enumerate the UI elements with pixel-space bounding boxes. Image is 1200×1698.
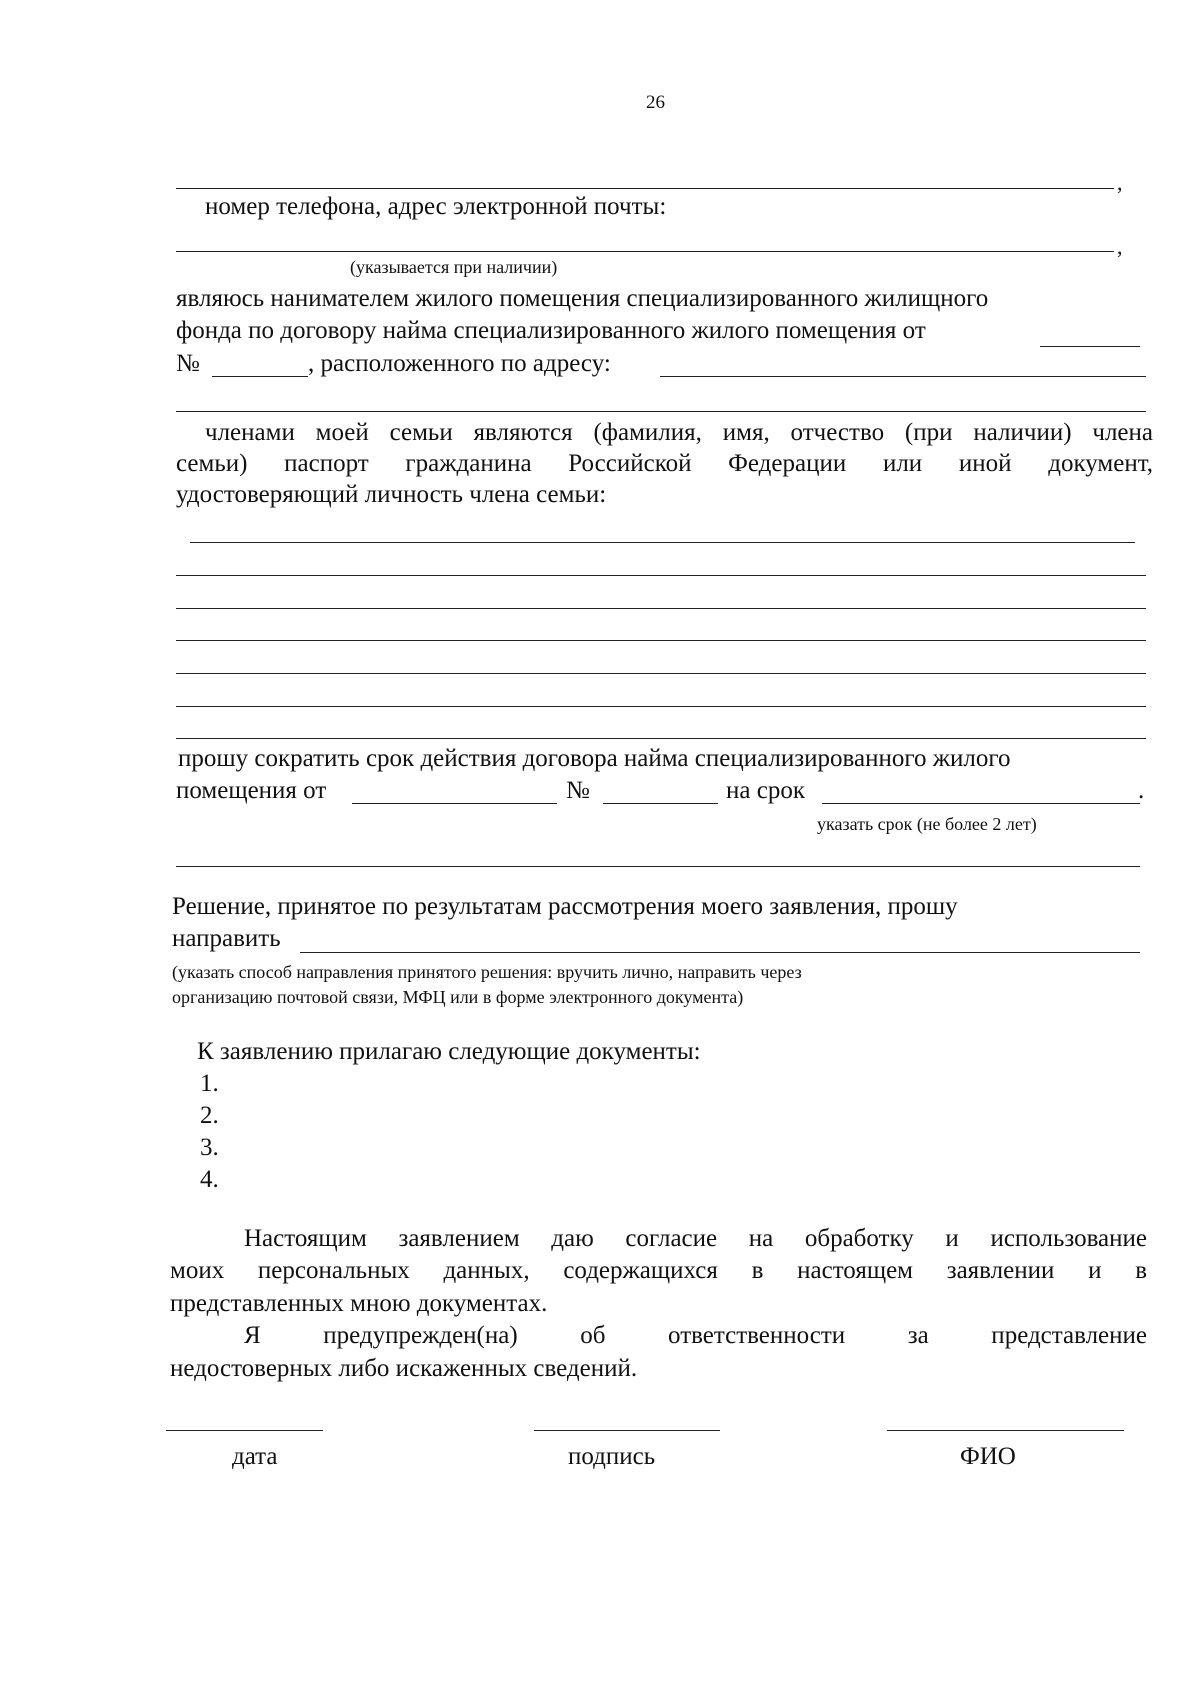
attachment-item: 2. xyxy=(200,1102,219,1129)
family-member-line[interactable] xyxy=(176,706,1146,707)
request-term-label: на срок xyxy=(726,777,805,804)
family-member-line[interactable] xyxy=(176,738,1146,739)
attachment-item: 1. xyxy=(200,1070,219,1097)
family-line-1: членами моей семьи являются (фамилия, имя, отчество (при наличии) члена xyxy=(205,419,1153,446)
decision-note-1: (указать способ направления принятого решения: вручить лично, направить через xyxy=(172,962,802,982)
request-extra-line[interactable] xyxy=(176,866,1140,867)
request-date-blank[interactable] xyxy=(352,803,557,804)
family-line-3: удостоверяющий личность члена семьи: xyxy=(176,481,607,508)
family-member-line[interactable] xyxy=(176,575,1146,576)
full-name-label: ФИО xyxy=(960,1443,1016,1470)
contact-blank-line[interactable] xyxy=(176,251,1114,252)
date-signature-line[interactable] xyxy=(166,1430,323,1431)
request-period: . xyxy=(1138,777,1145,804)
tenancy-line-1: являюсь нанимателем жилого помещения специализированного жилищного xyxy=(176,285,989,312)
request-number-blank[interactable] xyxy=(603,803,718,804)
consent-line-2: моих персональных данных, содержащихся в настоящем заявлении и в xyxy=(170,1257,1147,1284)
tenancy-number-sign: № xyxy=(176,350,200,377)
premises-address-blank-2[interactable] xyxy=(176,411,1146,412)
full-name-line[interactable] xyxy=(887,1430,1124,1431)
request-line-1: прошу сократить срок действия договора найма специализированного жилого xyxy=(178,745,1011,772)
consent-line-3: представленных мною документах. xyxy=(170,1290,548,1317)
family-member-line[interactable] xyxy=(190,542,1135,543)
contact-note: (указывается при наличии) xyxy=(350,257,558,277)
date-label: дата xyxy=(232,1443,278,1470)
attachments-heading: К заявлению прилагаю следующие документы: xyxy=(197,1038,701,1065)
decision-note-2: организацию почтовой связи, МФЦ или в форме электронного документа) xyxy=(172,987,744,1007)
request-term-note: указать срок (не более 2 лет) xyxy=(817,814,1037,834)
contract-number-blank[interactable] xyxy=(212,376,308,377)
signature-line[interactable] xyxy=(534,1430,720,1431)
warning-line-2: недостоверных либо искаженных сведений. xyxy=(170,1355,638,1382)
family-line-2: семьи) паспорт гражданина Российской Федерации или иной документ, xyxy=(176,450,1153,477)
request-number-sign: № xyxy=(566,777,590,804)
tenancy-line-2: фонда по договору найма специализированного жилого помещения от xyxy=(176,317,926,344)
attachment-item: 4. xyxy=(200,1166,219,1193)
page-number: 26 xyxy=(646,92,665,113)
address-comma: , xyxy=(1117,170,1123,195)
decision-method-blank[interactable] xyxy=(300,952,1140,953)
request-line-2-label: помещения от xyxy=(176,777,327,804)
address-blank-line[interactable] xyxy=(176,188,1114,189)
family-member-line[interactable] xyxy=(176,608,1146,609)
decision-line-1: Решение, принятое по результатам рассмотрения моего заявления, прошу xyxy=(172,893,958,920)
signature-label: подпись xyxy=(568,1443,656,1470)
warning-line-1: Я предупрежден(на) об ответственности за представление xyxy=(244,1322,1147,1349)
attachment-item: 3. xyxy=(200,1134,219,1161)
family-member-line[interactable] xyxy=(176,640,1146,641)
tenancy-address-label: , расположенного по адресу: xyxy=(308,350,611,377)
request-term-blank[interactable] xyxy=(822,803,1140,804)
decision-line-2-label: направить xyxy=(172,925,281,952)
contact-label: номер телефона, адрес электронной почты: xyxy=(205,193,667,220)
premises-address-blank[interactable] xyxy=(660,376,1146,377)
consent-line-1: Настоящим заявлением даю согласие на обработку и использование xyxy=(244,1225,1147,1252)
family-member-line[interactable] xyxy=(176,673,1146,674)
contact-comma: , xyxy=(1117,234,1123,259)
contract-date-blank[interactable] xyxy=(1040,346,1140,347)
